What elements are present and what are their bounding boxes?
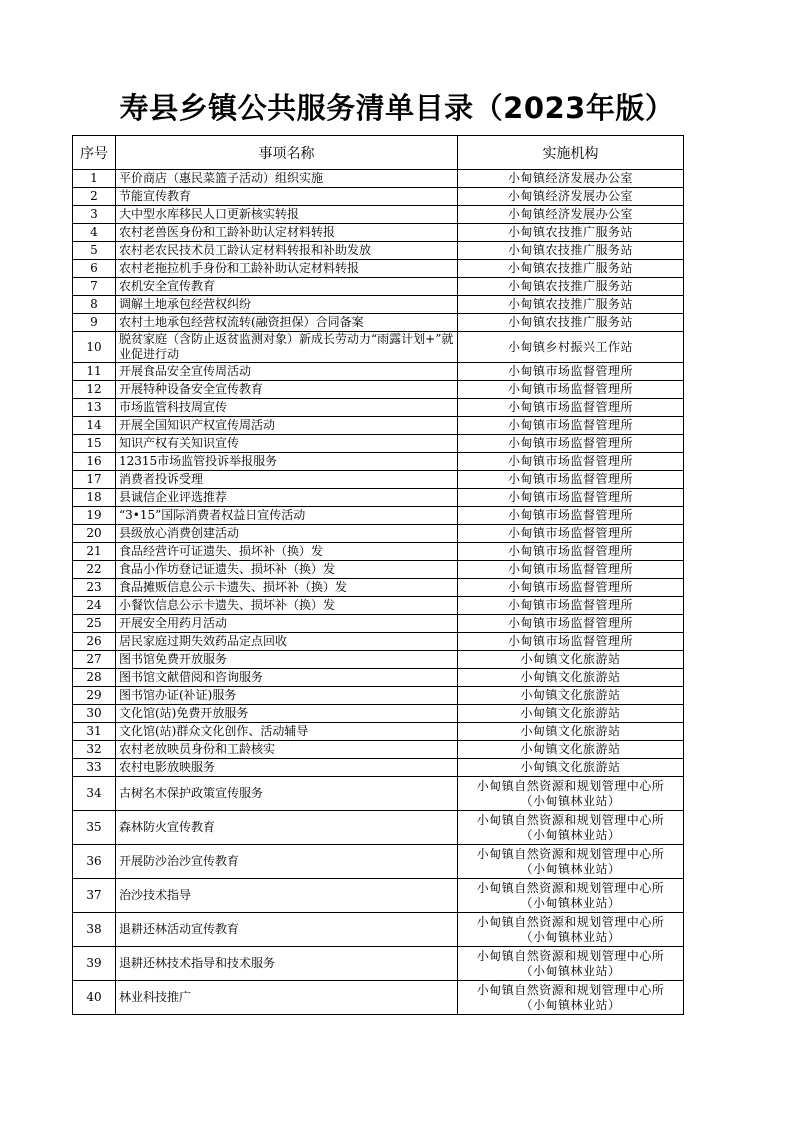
implementing-org	[458, 597, 684, 615]
table-row	[73, 651, 684, 669]
row-index: 13	[73, 399, 116, 417]
table-row	[73, 947, 684, 981]
item-name: 农村电影放映服务	[116, 759, 458, 777]
row-index: 2	[73, 188, 116, 206]
org-name: 小甸镇市场监督管理所	[507, 382, 633, 396]
item-name: 小餐饮信息公示卡遗失、损坏补（换）发	[116, 597, 458, 615]
table-row	[73, 381, 684, 399]
row-index: 7	[73, 278, 116, 296]
implementing-org	[458, 879, 684, 913]
org-name: 小甸镇自然资源和规划管理中心所	[476, 948, 665, 963]
org-name: 小甸镇经济发展办公室	[507, 189, 633, 203]
row-index: 19	[73, 507, 116, 525]
table-row	[73, 507, 684, 525]
implementing-org	[458, 332, 684, 363]
implementing-org	[458, 561, 684, 579]
row-index: 12	[73, 381, 116, 399]
item-name: 开展安全用药月活动	[116, 615, 458, 633]
row-index: 10	[73, 332, 116, 363]
implementing-org	[458, 489, 684, 507]
implementing-org	[458, 741, 684, 759]
item-name: 开展全国知识产权宣传周活动	[116, 417, 458, 435]
implementing-org	[458, 242, 684, 260]
implementing-org	[458, 947, 684, 981]
row-index: 4	[73, 224, 116, 242]
org-name: 小甸镇市场监督管理所	[507, 526, 633, 540]
service-list-table	[72, 135, 684, 1015]
table-row	[73, 669, 684, 687]
item-name: 治沙技术指导	[116, 879, 458, 913]
row-index: 35	[73, 811, 116, 845]
row-index: 11	[73, 363, 116, 381]
org-name: 小甸镇经济发展办公室	[507, 171, 633, 185]
org-name: 小甸镇农技推广服务站	[507, 315, 633, 329]
column-header-item: 事项名称	[116, 136, 458, 170]
row-index: 32	[73, 741, 116, 759]
org-name: 小甸镇经济发展办公室	[507, 207, 633, 221]
item-name: 脱贫家庭（含防止返贫监测对象）新成长劳动力“雨露计划+”就业促进行动	[116, 332, 458, 363]
implementing-org	[458, 777, 684, 811]
item-name: 图书馆办证(补证)服务	[116, 687, 458, 705]
row-index: 38	[73, 913, 116, 947]
row-index: 34	[73, 777, 116, 811]
implementing-org	[458, 453, 684, 471]
org-name: 小甸镇文化旅游站	[520, 670, 621, 684]
row-index: 20	[73, 525, 116, 543]
row-index: 8	[73, 296, 116, 314]
item-name: 食品摊贩信息公示卡遗失、损坏补（换）发	[116, 579, 458, 597]
column-header-index: 序号	[73, 136, 116, 170]
row-index: 40	[73, 981, 116, 1015]
org-name: 小甸镇市场监督管理所	[507, 598, 633, 612]
row-index: 23	[73, 579, 116, 597]
table-row	[73, 845, 684, 879]
implementing-org	[458, 399, 684, 417]
org-name: 小甸镇市场监督管理所	[507, 364, 633, 378]
row-index: 29	[73, 687, 116, 705]
row-index: 6	[73, 260, 116, 278]
table-row	[73, 525, 684, 543]
item-name: 农村老兽医身份和工龄补助认定材料转报	[116, 224, 458, 242]
implementing-org	[458, 381, 684, 399]
item-name: 平价商店（惠民菜篮子活动）组织实施	[116, 170, 458, 188]
table-row	[73, 296, 684, 314]
item-name: 图书馆文献借阅和咨询服务	[116, 669, 458, 687]
table-row	[73, 597, 684, 615]
row-index: 16	[73, 453, 116, 471]
table-header-row	[73, 136, 684, 170]
org-name: 小甸镇文化旅游站	[520, 742, 621, 756]
org-name: 小甸镇市场监督管理所	[507, 436, 633, 450]
implementing-org	[458, 224, 684, 242]
table-row	[73, 981, 684, 1015]
row-index: 14	[73, 417, 116, 435]
row-index: 5	[73, 242, 116, 260]
item-name: 文化馆(站)免费开放服务	[116, 705, 458, 723]
row-index: 22	[73, 561, 116, 579]
row-index: 24	[73, 597, 116, 615]
row-index: 17	[73, 471, 116, 489]
row-index: 37	[73, 879, 116, 913]
implementing-org	[458, 314, 684, 332]
table-row	[73, 561, 684, 579]
org-name: 小甸镇市场监督管理所	[507, 490, 633, 504]
item-name: 文化馆(站)群众文化创作、活动辅导	[116, 723, 458, 741]
implementing-org	[458, 651, 684, 669]
org-name: 小甸镇自然资源和规划管理中心所	[476, 914, 665, 929]
table-row	[73, 242, 684, 260]
table-row	[73, 723, 684, 741]
item-name: 县级放心消费创建活动	[116, 525, 458, 543]
item-name: 大中型水库移民人口更新核实转报	[116, 206, 458, 224]
table-row	[73, 543, 684, 561]
implementing-org	[458, 633, 684, 651]
org-subname: （小甸镇林业站）	[520, 963, 621, 978]
row-index: 27	[73, 651, 116, 669]
implementing-org	[458, 507, 684, 525]
table-row	[73, 435, 684, 453]
page-title: 寿县乡镇公共服务清单目录（2023年版）	[119, 91, 675, 125]
item-name: 退耕还林技术指导和技术服务	[116, 947, 458, 981]
row-index: 39	[73, 947, 116, 981]
table-row	[73, 687, 684, 705]
table-row	[73, 705, 684, 723]
implementing-org	[458, 363, 684, 381]
implementing-org	[458, 188, 684, 206]
implementing-org	[458, 417, 684, 435]
org-subname: （小甸镇林业站）	[520, 827, 621, 842]
implementing-org	[458, 206, 684, 224]
table-row	[73, 811, 684, 845]
implementing-org	[458, 687, 684, 705]
item-name: 古树名木保护政策宣传服务	[116, 777, 458, 811]
implementing-org	[458, 981, 684, 1015]
org-name: 小甸镇市场监督管理所	[507, 400, 633, 414]
org-name: 小甸镇自然资源和规划管理中心所	[476, 778, 665, 793]
table-row	[73, 170, 684, 188]
item-name: 调解土地承包经营权纠纷	[116, 296, 458, 314]
implementing-org	[458, 759, 684, 777]
item-name: 农村老农民技术员工龄认定材料转报和补助发放	[116, 242, 458, 260]
item-name: 开展防沙治沙宣传教育	[116, 845, 458, 879]
item-name: 林业科技推广	[116, 981, 458, 1015]
implementing-org	[458, 845, 684, 879]
org-subname: （小甸镇林业站）	[520, 929, 621, 944]
item-name: 开展特种设备安全宣传教育	[116, 381, 458, 399]
item-name: 森林防火宣传教育	[116, 811, 458, 845]
item-name: 消费者投诉受理	[116, 471, 458, 489]
implementing-org	[458, 811, 684, 845]
implementing-org	[458, 435, 684, 453]
table-row	[73, 615, 684, 633]
table-row	[73, 399, 684, 417]
org-name: 小甸镇市场监督管理所	[507, 544, 633, 558]
implementing-org	[458, 669, 684, 687]
item-name: 农村老拖拉机手身份和工龄补助认定材料转报	[116, 260, 458, 278]
table-row	[73, 260, 684, 278]
org-name: 小甸镇文化旅游站	[520, 688, 621, 702]
table-row	[73, 188, 684, 206]
row-index: 30	[73, 705, 116, 723]
item-name: 图书馆免费开放服务	[116, 651, 458, 669]
org-name: 小甸镇文化旅游站	[520, 760, 621, 774]
table-row	[73, 363, 684, 381]
row-index: 31	[73, 723, 116, 741]
item-name: 食品经营许可证遗失、损坏补（换）发	[116, 543, 458, 561]
table-row	[73, 278, 684, 296]
table-row	[73, 314, 684, 332]
item-name: 农机安全宣传教育	[116, 278, 458, 296]
row-index: 9	[73, 314, 116, 332]
implementing-org	[458, 705, 684, 723]
row-index: 1	[73, 170, 116, 188]
org-name: 小甸镇农技推广服务站	[507, 297, 633, 311]
implementing-org	[458, 913, 684, 947]
org-name: 小甸镇市场监督管理所	[507, 472, 633, 486]
org-name: 小甸镇市场监督管理所	[507, 562, 633, 576]
table-row	[73, 224, 684, 242]
org-name: 小甸镇农技推广服务站	[507, 261, 633, 275]
org-name: 小甸镇市场监督管理所	[507, 616, 633, 630]
implementing-org	[458, 579, 684, 597]
table-row	[73, 471, 684, 489]
item-name: 开展食品安全宣传周活动	[116, 363, 458, 381]
table-row	[73, 206, 684, 224]
implementing-org	[458, 471, 684, 489]
item-name: 农村老放映员身份和工龄核实	[116, 741, 458, 759]
table-row	[73, 913, 684, 947]
table-row	[73, 453, 684, 471]
table-row	[73, 489, 684, 507]
item-name: 节能宣传教育	[116, 188, 458, 206]
row-index: 28	[73, 669, 116, 687]
table-row	[73, 579, 684, 597]
implementing-org	[458, 723, 684, 741]
table-row	[73, 741, 684, 759]
row-index: 3	[73, 206, 116, 224]
item-name: 知识产权有关知识宣传	[116, 435, 458, 453]
org-subname: （小甸镇林业站）	[520, 997, 621, 1012]
org-name: 小甸镇自然资源和规划管理中心所	[476, 982, 665, 997]
item-name: 12315市场监管投诉举报服务	[116, 453, 458, 471]
org-name: 小甸镇文化旅游站	[520, 706, 621, 720]
org-name: 小甸镇农技推广服务站	[507, 225, 633, 239]
org-name: 小甸镇市场监督管理所	[507, 418, 633, 432]
org-name: 小甸镇市场监督管理所	[507, 508, 633, 522]
item-name: 退耕还林活动宣传教育	[116, 913, 458, 947]
table-row	[73, 879, 684, 913]
implementing-org	[458, 296, 684, 314]
org-name: 小甸镇市场监督管理所	[507, 634, 633, 648]
implementing-org	[458, 278, 684, 296]
item-name: “3•15”国际消费者权益日宣传活动	[116, 507, 458, 525]
org-name: 小甸镇农技推广服务站	[507, 243, 633, 257]
implementing-org	[458, 543, 684, 561]
org-name: 小甸镇文化旅游站	[520, 724, 621, 738]
item-name: 县诚信企业评选推荐	[116, 489, 458, 507]
row-index: 15	[73, 435, 116, 453]
row-index: 25	[73, 615, 116, 633]
row-index: 21	[73, 543, 116, 561]
org-name: 小甸镇市场监督管理所	[507, 454, 633, 468]
org-name: 小甸镇自然资源和规划管理中心所	[476, 812, 665, 827]
item-name: 农村土地承包经营权流转(融资担保）合同备案	[116, 314, 458, 332]
implementing-org	[458, 260, 684, 278]
org-name: 小甸镇自然资源和规划管理中心所	[476, 880, 665, 895]
item-name: 居民家庭过期失效药品定点回收	[116, 633, 458, 651]
table-body	[73, 170, 684, 1015]
item-name: 食品小作坊登记证遗失、损坏补（换）发	[116, 561, 458, 579]
org-name: 小甸镇乡村振兴工作站	[507, 339, 633, 354]
org-name: 小甸镇市场监督管理所	[507, 580, 633, 594]
implementing-org	[458, 525, 684, 543]
table-row	[73, 759, 684, 777]
row-index: 33	[73, 759, 116, 777]
org-name: 小甸镇自然资源和规划管理中心所	[476, 846, 665, 861]
row-index: 36	[73, 845, 116, 879]
column-header-org: 实施机构	[458, 136, 684, 170]
table-row	[73, 332, 684, 363]
org-subname: （小甸镇林业站）	[520, 793, 621, 808]
table-row	[73, 777, 684, 811]
table-row	[73, 633, 684, 651]
implementing-org	[458, 615, 684, 633]
item-name: 市场监管科技周宣传	[116, 399, 458, 417]
org-subname: （小甸镇林业站）	[520, 861, 621, 876]
row-index: 18	[73, 489, 116, 507]
org-name: 小甸镇农技推广服务站	[507, 279, 633, 293]
implementing-org	[458, 170, 684, 188]
table-row	[73, 417, 684, 435]
org-subname: （小甸镇林业站）	[520, 895, 621, 910]
row-index: 26	[73, 633, 116, 651]
org-name: 小甸镇文化旅游站	[520, 652, 621, 666]
